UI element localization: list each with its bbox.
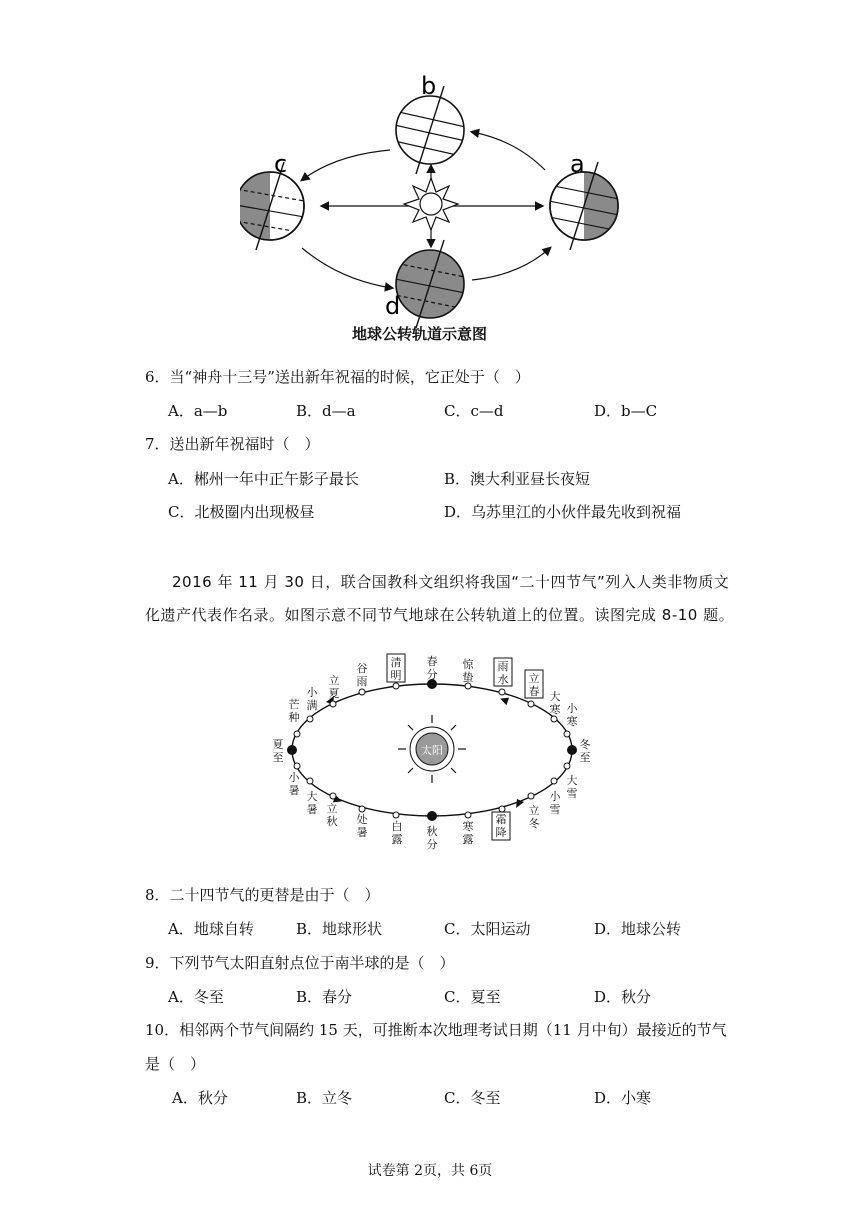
- q10-option-b[interactable]: B．立冬: [296, 1089, 353, 1107]
- term-chushu: 处暑: [356, 813, 368, 839]
- term-dashu: 大暑: [306, 790, 318, 816]
- term-lixia: 立夏: [328, 674, 340, 700]
- q10-option-c[interactable]: C．冬至: [444, 1089, 501, 1107]
- term-bailu: 白露: [391, 820, 403, 846]
- term-chunfen: 春分: [426, 655, 438, 681]
- sun-icon: [404, 178, 458, 230]
- term-jingzhe: 惊蛰: [462, 658, 474, 684]
- q8-option-c[interactable]: C．太阳运动: [444, 920, 531, 938]
- q8-option-d[interactable]: D．地球公转: [594, 920, 682, 938]
- label-b: b: [421, 72, 437, 100]
- q9-option-b[interactable]: B．春分: [296, 988, 353, 1006]
- q10-option-d[interactable]: D．小寒: [594, 1089, 652, 1107]
- q9-stem: 9．下列节气太阳直射点位于南半球的是（ ）: [145, 954, 455, 972]
- term-dongzhi: 冬至: [579, 738, 591, 764]
- passage-line1: 2016 年 11 月 30 日，联合国教科文组织将我国“二十四节气”列入人类非物质文: [172, 573, 730, 591]
- term-xiazhi: 夏至: [272, 738, 284, 764]
- q9-option-d[interactable]: D．秋分: [594, 988, 652, 1006]
- term-xiaoman: 小满: [306, 686, 318, 712]
- passage-line2: 化遗产代表作名录。如图示意不同节气地球在公转轨道上的位置。读图完成 8-10 题。: [145, 606, 735, 624]
- label-c: c: [274, 150, 288, 178]
- term-xiaoshu: 小暑: [288, 771, 300, 797]
- term-lichun: 立春: [528, 672, 540, 698]
- term-mangzhong: 芒种: [288, 698, 300, 724]
- q7-option-a[interactable]: A．郴州一年中正午影子最长: [168, 470, 359, 488]
- q6-option-a[interactable]: A．a—b: [168, 402, 228, 420]
- globe-d: [390, 240, 470, 328]
- page-footer: 试卷第 2页，共 6页: [367, 1163, 493, 1179]
- q6-option-d[interactable]: D．b—C: [594, 402, 658, 420]
- term-guyu: 谷雨: [356, 662, 368, 688]
- q8-option-b[interactable]: B．地球形状: [296, 920, 383, 938]
- q6-stem: 6．当“神舟十三号”送出新年祝福的时候，它正处于（ ）: [145, 368, 530, 386]
- orbit-arrow-a-b: [472, 132, 545, 170]
- term-shuangjiang: 霜降: [495, 813, 507, 839]
- q7-stem: 7．送出新年祝福时（ ）: [145, 435, 320, 453]
- term-daxue: 大雪: [566, 774, 578, 800]
- q7-option-b[interactable]: B．澳大利亚昼长夜短: [444, 470, 591, 488]
- q6-option-b[interactable]: B．d—a: [296, 402, 356, 420]
- orbit-arrow-b-c: [302, 150, 390, 180]
- q7-option-d[interactable]: D．乌苏里江的小伙伴最先收到祝福: [444, 503, 682, 521]
- q10-stem-line2: 是（ ）: [145, 1055, 206, 1073]
- orbit-arrow-d-a: [472, 248, 550, 280]
- term-liqiu: 立秋: [326, 802, 338, 828]
- term-qiufen: 秋分: [426, 825, 438, 851]
- term-dahan: 大寒: [549, 690, 561, 716]
- q7-option-c[interactable]: C．北极圈内出现极昼: [168, 503, 315, 521]
- term-yushui: 雨水: [497, 660, 509, 686]
- q6-option-c[interactable]: C．c—d: [444, 402, 504, 420]
- q8-stem: 8．二十四节气的更替是由于（ ）: [145, 886, 380, 904]
- q9-option-c[interactable]: C．夏至: [444, 988, 501, 1006]
- label-d: d: [385, 292, 401, 320]
- orbit-diagram-1: [240, 70, 620, 350]
- q8-option-a[interactable]: A．地球自转: [168, 920, 254, 938]
- term-xiaoxue: 小雪: [549, 790, 561, 816]
- label-a: a: [570, 150, 585, 178]
- term-qingming: 清明: [390, 656, 402, 682]
- term-hanlu: 寒露: [462, 820, 474, 846]
- q9-option-a[interactable]: A．冬至: [168, 988, 224, 1006]
- orbit-arrow-c-d: [302, 248, 392, 288]
- q10-option-a[interactable]: A．秋分: [172, 1089, 228, 1107]
- sun-label: 太阳: [421, 744, 443, 757]
- term-lidong: 立冬: [528, 804, 540, 830]
- q10-stem-line1: 10．相邻两个节气间隔约 15 天，可推断本次地理考试日期（11 月中旬）最接近的节气: [145, 1021, 727, 1039]
- solar-terms-diagram: [266, 652, 596, 852]
- term-xiaohan: 小寒: [566, 702, 578, 728]
- figure1-caption: 地球公转轨道示意图: [352, 325, 488, 343]
